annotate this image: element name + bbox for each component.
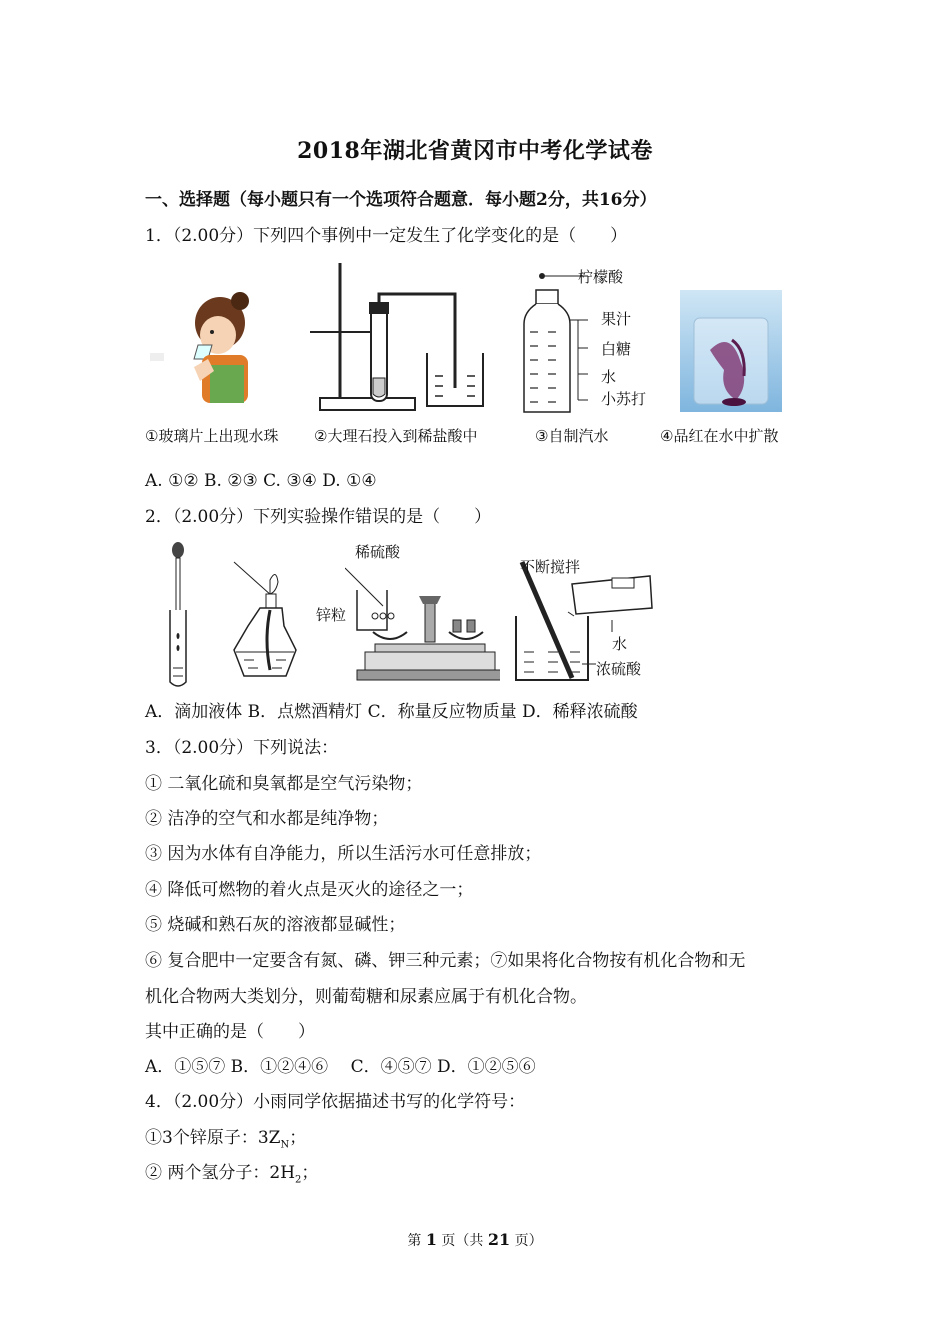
label-water: 水 — [612, 635, 628, 653]
q2-options: A．滴加液体 B．点燃酒精灯 C．称量反应物质量 D．稀释浓硫酸 — [145, 702, 638, 722]
q2-figure-dropper — [160, 540, 200, 690]
bottle-label-citric-acid: 柠檬酸 — [578, 268, 624, 286]
q4-item-2: ② 两个氢分子：$2H_2$； — [145, 1163, 319, 1186]
bottle-label-water: 水 — [601, 368, 617, 386]
page-title: 2018年湖北省黄冈市中考化学试卷 — [297, 138, 653, 164]
q3-stem: 3．（2.00分）下列说法： — [145, 738, 339, 758]
q1-figure-girl — [150, 285, 260, 415]
q1-caption-2: ②大理石投入到稀盐酸中 — [314, 427, 478, 445]
q1-figure-apparatus — [305, 258, 495, 418]
label-stir: 不断搅拌 — [520, 558, 581, 576]
q2-figure-balance — [345, 560, 500, 685]
q3-statement-1: ① 二氧化硫和臭氧都是空气污染物； — [145, 774, 423, 794]
q1-stem: 1．（2.00分）下列四个事例中一定发生了化学变化的是（ ） — [145, 226, 628, 246]
q2-stem: 2．（2.00分）下列实验操作错误的是（ ） — [145, 507, 492, 527]
label-zinc: 锌粒 — [316, 606, 347, 624]
page-footer: 第 1 页（共 21 页） — [407, 1230, 543, 1249]
q3-statement-6: ⑥ 复合肥中一定要含有氮、磷、钾三种元素；⑦如果将化合物按有机化合物和无 — [145, 951, 746, 971]
bottle-label-baking-soda: 小苏打 — [601, 390, 647, 408]
q3-prompt: 其中正确的是（ ） — [145, 1022, 315, 1042]
q3-statement-7: 机化合物两大类划分，则葡萄糖和尿素应属于有机化合物。 — [145, 987, 587, 1007]
q3-statement-5: ⑤ 烧碱和熟石灰的溶液都显碱性； — [145, 915, 406, 935]
bottle-label-juice: 果汁 — [601, 310, 632, 328]
q3-statement-3: ③ 因为水体有自净能力，所以生活污水可任意排放； — [145, 844, 542, 864]
label-dilute-sulfuric-acid: 稀硫酸 — [355, 543, 401, 561]
section-heading: 一、选择题（每小题只有一个选项符合题意．每小题2分，共16分） — [145, 190, 657, 210]
q1-caption-4: ④品红在水中扩散 — [660, 427, 779, 445]
q1-caption-1: ①玻璃片上出现水珠 — [145, 427, 279, 445]
q1-caption-3: ③自制汽水 — [535, 427, 609, 445]
q2-figure-alcohol-lamp — [230, 560, 300, 685]
q4-item-1: ①3个锌原子：$3Z_N$； — [145, 1128, 307, 1151]
q4-stem: 4．（2.00分）小雨同学依据描述书写的化学符号： — [145, 1092, 526, 1112]
q3-statement-4: ④ 降低可燃物的着火点是灭火的途径之一； — [145, 880, 474, 900]
q1-options: A. ①② B. ②③ C. ③④ D. ①④ — [145, 471, 377, 491]
q3-options: A．①⑤⑦ B．①②④⑥ C．④⑤⑦ D．①②⑤⑥ — [145, 1057, 536, 1077]
bottle-label-sugar: 白糖 — [601, 340, 632, 358]
q3-statement-2: ② 洁净的空气和水都是纯净物； — [145, 809, 389, 829]
q1-figure-dye-beaker — [680, 290, 782, 412]
label-concentrated-acid: 浓硫酸 — [596, 660, 642, 678]
